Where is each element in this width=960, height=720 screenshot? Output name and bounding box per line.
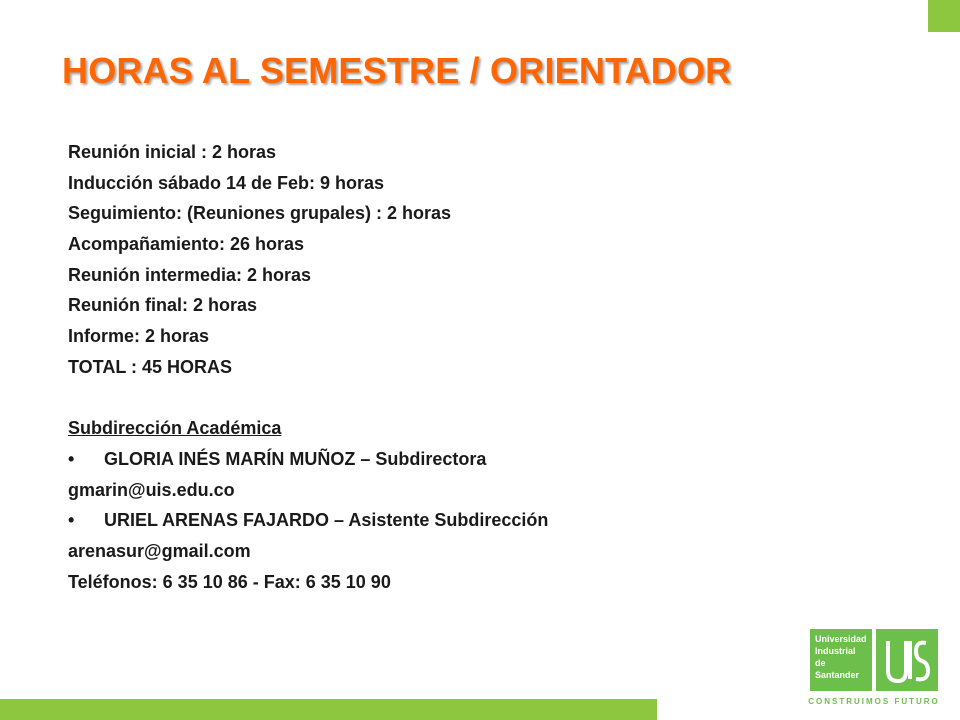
hours-item-initial-meeting: Reunión inicial : 2 horas (68, 142, 277, 162)
hours-item-follow-up: Seguimiento: (Reuniones grupales) : 2 horas (68, 203, 452, 224)
contact-person-1 (68, 444, 788, 475)
contact-email-2: arenasur@gmail.com (68, 540, 251, 561)
slide-title: HORAS AL SEMESTRE / ORIENTADOR (62, 50, 732, 91)
slide-content (68, 137, 788, 597)
bottom-accent-bar (0, 699, 657, 720)
hours-item-final-meeting: Reunión final: 2 horas (68, 295, 258, 316)
bullet-icon: • (68, 510, 75, 531)
logo-emblem-icon (876, 629, 938, 691)
spacer (68, 383, 788, 414)
hours-item-accompaniment: Acompañamiento: 26 horas (68, 234, 305, 255)
contact-person-2-name: URIEL ARENAS FAJARDO – Asistente Subdirección (104, 510, 549, 531)
logo-tagline: CONSTRUIMOS FUTURO (808, 697, 940, 706)
hours-total: TOTAL : 45 HORAS (68, 356, 233, 377)
hours-item-induction: Inducción sábado 14 de Feb: 9 horas (68, 172, 385, 193)
logo-text-line-1: Universidad (815, 634, 867, 644)
university-logo (806, 625, 942, 713)
contact-person-2 (68, 505, 788, 536)
contacts-heading: Subdirección Académica (68, 418, 282, 439)
hours-item-intermediate-meeting: Reunión intermedia: 2 horas (68, 264, 312, 285)
corner-accent-square (928, 0, 960, 32)
logo-wordmark (810, 629, 872, 691)
bullet-icon: • (68, 448, 75, 469)
logo-text-line-2: Industrial de (815, 646, 856, 668)
contact-email-1: gmarin@uis.edu.co (68, 479, 235, 500)
uis-monogram-icon (884, 635, 930, 685)
logo-text-line-3: Santander (815, 670, 860, 680)
contact-phones: Teléfonos: 6 35 10 86 - Fax: 6 35 10 90 (68, 571, 391, 592)
hours-item-report: Informe: 2 horas (68, 326, 210, 347)
contact-person-1-name: GLORIA INÉS MARÍN MUÑOZ – Subdirectora (104, 448, 487, 469)
